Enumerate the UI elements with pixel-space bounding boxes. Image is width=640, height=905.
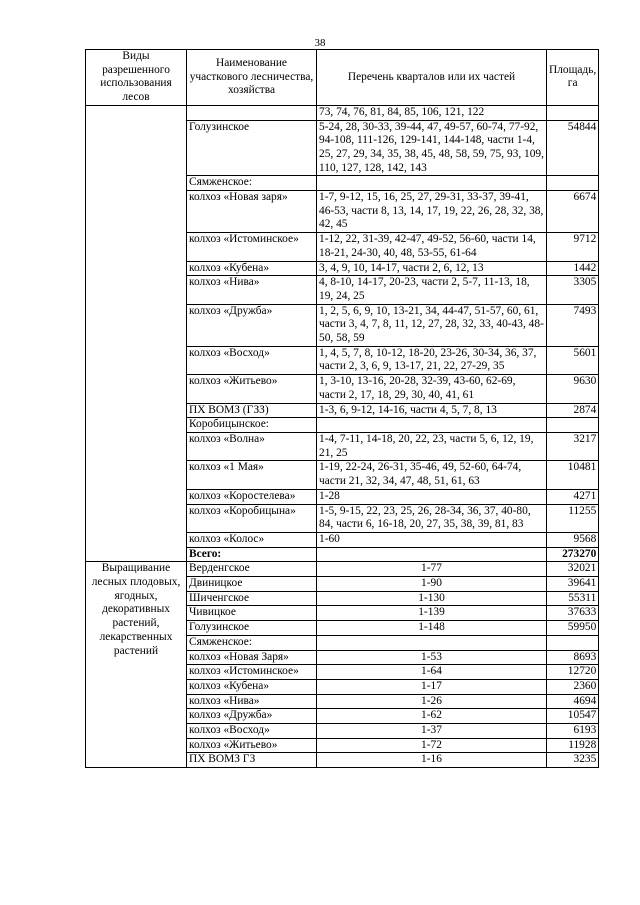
area-cell: 3305 bbox=[547, 276, 599, 304]
forestry-name-cell: колхоз «Восход» bbox=[187, 346, 317, 374]
forestry-name-cell: ПХ ВОМЗ (ГЗЗ) bbox=[187, 403, 317, 418]
quarters-cell: 1-139 bbox=[317, 606, 547, 621]
quarters-cell: 1-5, 9-15, 22, 23, 25, 26, 28-34, 36, 37, 40-80, 84, части 6, 16-18, 20, 27, 35, 38, 39, 81, 83 bbox=[317, 504, 547, 532]
quarters-cell: 73, 74, 76, 81, 84, 85, 106, 121, 122 bbox=[317, 105, 547, 120]
area-cell: 39641 bbox=[547, 577, 599, 592]
area-cell: 9568 bbox=[547, 532, 599, 547]
quarters-cell: 1-64 bbox=[317, 665, 547, 680]
quarters-cell: 1-3, 6, 9-12, 14-16, части 4, 5, 7, 8, 13 bbox=[317, 403, 547, 418]
total-quarters-empty bbox=[317, 547, 547, 562]
forestry-name-cell bbox=[187, 105, 317, 120]
quarters-cell: 1-28 bbox=[317, 489, 547, 504]
area-cell: 2874 bbox=[547, 403, 599, 418]
total-label: Всего: bbox=[187, 547, 317, 562]
forest-use-table bbox=[85, 49, 599, 768]
quarters-cell bbox=[317, 418, 547, 433]
quarters-cell: 1-90 bbox=[317, 577, 547, 592]
use-type-cell-empty bbox=[86, 105, 187, 562]
area-cell: 3217 bbox=[547, 432, 599, 460]
area-cell: 37633 bbox=[547, 606, 599, 621]
page-number: 38 bbox=[314, 37, 326, 49]
forestry-name-cell: колхоз «Волна» bbox=[187, 432, 317, 460]
area-cell: 9712 bbox=[547, 233, 599, 261]
quarters-cell: 5-24, 28, 30-33, 39-44, 47, 49-57, 60-74, 77-92, 94-108, 111-126, 129-141, 144-148, части 1-4, 25, 27, 29, 34, 35, 38, 45, 48, 58, 59, 75, 93, 109, 110, 127, 128, 142, 143 bbox=[317, 120, 547, 176]
quarters-cell: 1-19, 22-24, 26-31, 35-46, 49, 52-60, 64-74, части 21, 32, 34, 47, 48, 51, 61, 63 bbox=[317, 461, 547, 489]
forestry-name-cell: Коробицынское: bbox=[187, 418, 317, 433]
area-cell bbox=[547, 635, 599, 650]
area-cell: 11928 bbox=[547, 738, 599, 753]
area-cell: 10547 bbox=[547, 709, 599, 724]
header-forestry-name: Наименование участкового лесничества, хозяйства bbox=[187, 50, 317, 106]
quarters-cell: 1-26 bbox=[317, 694, 547, 709]
header-quarters-list: Перечень кварталов или их частей bbox=[317, 50, 547, 106]
area-cell: 6193 bbox=[547, 724, 599, 739]
forestry-name-cell: ПХ ВОМЗ ГЗ bbox=[187, 753, 317, 768]
quarters-cell: 3, 4, 9, 10, 14-17, части 2, 6, 12, 13 bbox=[317, 261, 547, 276]
forestry-name-cell: колхоз «Нива» bbox=[187, 276, 317, 304]
forestry-name-cell: Голузинское bbox=[187, 120, 317, 176]
table-row bbox=[86, 562, 599, 577]
area-cell: 59950 bbox=[547, 621, 599, 636]
area-cell: 4271 bbox=[547, 489, 599, 504]
forestry-name-cell: Сямженское: bbox=[187, 176, 317, 191]
total-area: 273270 bbox=[547, 547, 599, 562]
header-area: Площадь, га bbox=[547, 50, 599, 106]
forestry-name-cell: Чивицкое bbox=[187, 606, 317, 621]
forestry-name-cell: колхоз «Истоминское» bbox=[187, 665, 317, 680]
area-cell: 10481 bbox=[547, 461, 599, 489]
area-cell bbox=[547, 105, 599, 120]
area-cell: 1442 bbox=[547, 261, 599, 276]
area-cell: 2360 bbox=[547, 679, 599, 694]
area-cell: 9630 bbox=[547, 375, 599, 403]
area-cell: 11255 bbox=[547, 504, 599, 532]
forestry-name-cell: Двиницкое bbox=[187, 577, 317, 592]
quarters-cell: 1-4, 7-11, 14-18, 20, 22, 23, части 5, 6, 12, 19, 21, 25 bbox=[317, 432, 547, 460]
area-cell: 6674 bbox=[547, 191, 599, 233]
area-cell: 12720 bbox=[547, 665, 599, 680]
quarters-cell: 4, 8-10, 14-17, 20-23, части 2, 5-7, 11-13, 18, 19, 24, 25 bbox=[317, 276, 547, 304]
forestry-name-cell: колхоз «Кубена» bbox=[187, 679, 317, 694]
quarters-cell bbox=[317, 635, 547, 650]
quarters-cell: 1-12, 22, 31-39, 42-47, 49-52, 56-60, части 14, 18-21, 24-30, 40, 48, 53-55, 61-64 bbox=[317, 233, 547, 261]
quarters-cell: 1, 4, 5, 7, 8, 10-12, 18-20, 23-26, 30-34, 36, 37, части 2, 3, 6, 9, 13-17, 21, 22, 27-29, 35 bbox=[317, 346, 547, 374]
quarters-cell: 1-17 bbox=[317, 679, 547, 694]
forestry-name-cell: Верденгское bbox=[187, 562, 317, 577]
forestry-name-cell: колхоз «Истоминское» bbox=[187, 233, 317, 261]
area-cell: 55311 bbox=[547, 591, 599, 606]
forestry-name-cell: Сямженское: bbox=[187, 635, 317, 650]
forestry-name-cell: колхоз «Кубена» bbox=[187, 261, 317, 276]
forestry-name-cell: колхоз «Коростелева» bbox=[187, 489, 317, 504]
forestry-name-cell: колхоз «Нива» bbox=[187, 694, 317, 709]
table-body bbox=[86, 105, 599, 767]
area-cell: 54844 bbox=[547, 120, 599, 176]
quarters-cell: 1-62 bbox=[317, 709, 547, 724]
forestry-name-cell: колхоз «Коробицына» bbox=[187, 504, 317, 532]
forestry-name-cell: колхоз «Колос» bbox=[187, 532, 317, 547]
quarters-cell bbox=[317, 176, 547, 191]
quarters-cell: 1-148 bbox=[317, 621, 547, 636]
quarters-cell: 1-130 bbox=[317, 591, 547, 606]
area-cell: 4694 bbox=[547, 694, 599, 709]
quarters-cell: 1-37 bbox=[317, 724, 547, 739]
forestry-name-cell: колхоз «Новая заря» bbox=[187, 191, 317, 233]
quarters-cell: 1, 2, 5, 6, 9, 10, 13-21, 34, 44-47, 51-57, 60, 61, части 3, 4, 7, 8, 11, 12, 27, 28, 32, 33, 40-43, 48-50, 58, 59 bbox=[317, 304, 547, 346]
forestry-name-cell: колхоз «Новая Заря» bbox=[187, 650, 317, 665]
quarters-cell: 1-16 bbox=[317, 753, 547, 768]
quarters-cell: 1-60 bbox=[317, 532, 547, 547]
area-cell bbox=[547, 176, 599, 191]
area-cell: 7493 bbox=[547, 304, 599, 346]
forestry-name-cell: колхоз «1 Мая» bbox=[187, 461, 317, 489]
area-cell bbox=[547, 418, 599, 433]
area-cell: 5601 bbox=[547, 346, 599, 374]
table-header-row bbox=[86, 50, 599, 106]
quarters-cell: 1-77 bbox=[317, 562, 547, 577]
area-cell: 3235 bbox=[547, 753, 599, 768]
table-row bbox=[86, 105, 599, 120]
quarters-cell: 1-72 bbox=[317, 738, 547, 753]
forestry-name-cell: Шиченгское bbox=[187, 591, 317, 606]
quarters-cell: 1, 3-10, 13-16, 20-28, 32-39, 43-60, 62-69, части 2, 17, 18, 29, 30, 40, 41, 61 bbox=[317, 375, 547, 403]
area-cell: 32021 bbox=[547, 562, 599, 577]
forestry-name-cell: Голузинское bbox=[187, 621, 317, 636]
forestry-name-cell: колхоз «Дружба» bbox=[187, 304, 317, 346]
use-type-cell: Выращивание лесных плодовых, ягодных, декоративных растений, лекарственных растений bbox=[86, 562, 187, 768]
forestry-name-cell: колхоз «Дружба» bbox=[187, 709, 317, 724]
forestry-name-cell: колхоз «Житьево» bbox=[187, 375, 317, 403]
header-use-type: Виды разрешенного использования лесов bbox=[86, 50, 187, 106]
quarters-cell: 1-53 bbox=[317, 650, 547, 665]
area-cell: 8693 bbox=[547, 650, 599, 665]
forestry-name-cell: колхоз «Житьево» bbox=[187, 738, 317, 753]
forestry-name-cell: колхоз «Восход» bbox=[187, 724, 317, 739]
quarters-cell: 1-7, 9-12, 15, 16, 25, 27, 29-31, 33-37, 39-41, 46-53, части 8, 13, 14, 17, 19, 22, 26, 28, 32, 38, 42, 45 bbox=[317, 191, 547, 233]
